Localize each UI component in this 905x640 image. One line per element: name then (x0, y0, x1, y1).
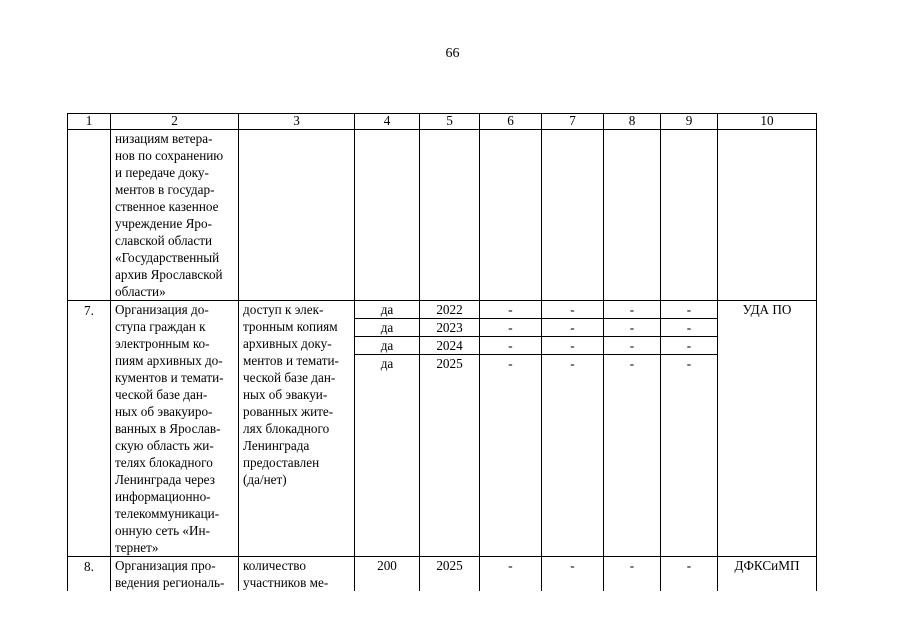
column-number: 5 (420, 114, 480, 130)
event-name: Организация про- ведения региональ- (115, 558, 225, 590)
funding-cell: - (480, 319, 542, 337)
column-number: 3 (239, 114, 355, 130)
funding-cell: - (542, 337, 604, 355)
funding-cell: - (480, 301, 542, 319)
continuation-row (68, 130, 817, 301)
year: 2023 (420, 319, 480, 337)
column-number: 7 (542, 114, 604, 130)
plan-table (67, 113, 817, 591)
funding-cell: - (604, 557, 661, 592)
indicator-value: да (355, 337, 420, 355)
funding-cell: - (604, 355, 661, 557)
funding-cell: - (542, 301, 604, 319)
executor: ДФКСиМП (718, 557, 817, 592)
funding-cell: - (542, 319, 604, 337)
column-number: 6 (480, 114, 542, 130)
row-number: 7. (68, 301, 111, 557)
indicator-name: доступ к элек- тронным копиям архивных доку- ментов и темати- ческой базе дан- ных об эвакуи- рованных жите- лях блокадного Ленинграда предоставлен (да/нет) (239, 301, 355, 557)
row-number: 8. (68, 557, 111, 592)
funding-cell: - (542, 557, 604, 592)
year: 2025 (420, 557, 480, 592)
indicator-value: да (355, 319, 420, 337)
column-number: 8 (604, 114, 661, 130)
funding-cell: - (661, 319, 718, 337)
funding-cell: - (661, 557, 718, 592)
year: 2024 (420, 337, 480, 355)
indicator-name: количество участников ме- (243, 558, 329, 590)
funding-cell: - (661, 301, 718, 319)
indicator-value: да (355, 301, 420, 319)
year: 2022 (420, 301, 480, 319)
column-number: 4 (355, 114, 420, 130)
funding-cell: - (480, 355, 542, 557)
indicator-value: 200 (355, 557, 420, 592)
column-number: 1 (68, 114, 111, 130)
funding-cell: - (661, 337, 718, 355)
table-row (68, 557, 817, 592)
funding-cell: - (604, 301, 661, 319)
column-number: 2 (111, 114, 239, 130)
funding-cell: - (480, 337, 542, 355)
table-row (68, 301, 817, 319)
column-number-row (68, 114, 817, 130)
column-number: 10 (718, 114, 817, 130)
funding-cell: - (604, 337, 661, 355)
funding-cell: - (604, 319, 661, 337)
funding-cell: - (542, 355, 604, 557)
executor: УДА ПО (718, 301, 817, 557)
indicator-value: да (355, 355, 420, 557)
event-name: Организация до- ступа граждан к электронным ко- пиям архивных до- кументов и темати- ческой базе дан- ных об эвакуиро- ванных в Ярослав- скую область жи- телях блокадного Ленинграда через информационно- телекоммуникаци- онную сеть «Ин- тернет» (111, 301, 239, 557)
page-number: 66 (445, 46, 460, 61)
continuation-text: низациям ветера- нов по сохранению и передаче доку- ментов в государ- ственное казенное учреждение Яро- славской области «Государственный архив Ярославской области» (111, 130, 239, 301)
funding-cell: - (661, 355, 718, 557)
column-number: 9 (661, 114, 718, 130)
funding-cell: - (480, 557, 542, 592)
year: 2025 (420, 355, 480, 557)
